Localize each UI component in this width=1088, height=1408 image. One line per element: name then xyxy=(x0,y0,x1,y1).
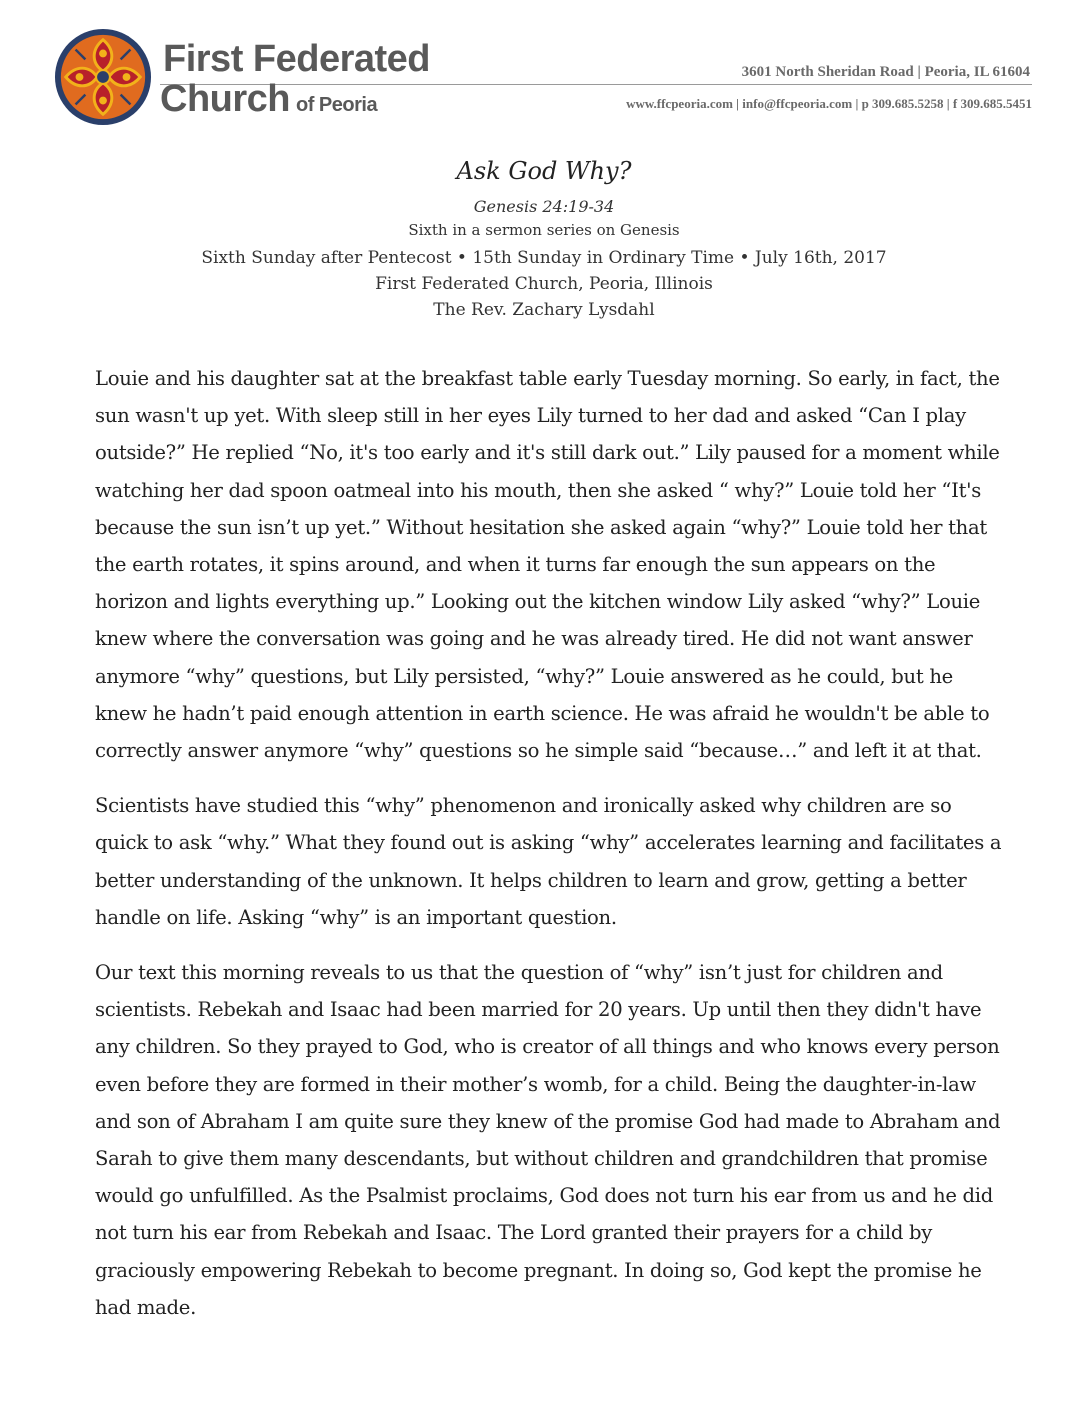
church-contact: www.ffcpeoria.com | info@ffcpeoria.com | p 309.685.5258 | f 309.685.5451 xyxy=(626,96,1032,111)
church-logo xyxy=(54,28,152,126)
sermon-date: Sixth Sunday after Pentecost • 15th Sunday in Ordinary Time • July 16th, 2017 xyxy=(201,248,887,268)
sermon-series: Sixth in a sermon series on Genesis xyxy=(408,221,680,239)
sermon-body xyxy=(95,360,1005,1344)
org-name-line1: First Federated xyxy=(163,38,431,80)
body-paragraph: Louie and his daughter sat at the breakfast table early Tuesday morning. So early, in fact, the sun wasn't up yet. With sleep still in her eyes Lily turned to her dad and asked “Can I play outside?” He replied “No, it's too early and it's still dark out.” Lily paused for a moment while watching her dad spoon oatmeal into his mouth, then she asked “ why?” Louie told her “It's because the sun isn’t up yet.” Without hesitation she asked again “why?” Louie told her that the earth rotates, it spins around, and when it turns far enough the sun appears on the horizon and lights everything up.” Looking out the kitchen window Lily asked “why?” Louie knew where the conversation was going and he was already tired. He did not want answer anymore “why” questions, but Lily persisted, “why?” Louie answered as he could, but he knew he hadn’t paid enough attention in earth science. He was afraid he wouldn't be able to correctly answer anymore “why” questions so he simple said “because…” and left it at that. xyxy=(95,367,1000,763)
org-name-suffix: of Peoria xyxy=(296,94,378,116)
sermon-scripture: Genesis 24:19-34 xyxy=(473,197,615,216)
church-address: 3601 North Sheridan Road | Peoria, IL 61604 xyxy=(741,64,1030,80)
org-name-line2 xyxy=(160,80,377,118)
body-paragraph: Scientists have studied this “why” phenomenon and ironically asked why children are so quick to ask “why.” What they found out is asking “why” accelerates learning and facilitates a better understanding of the unknown. It helps children to learn and grow, getting a better handle on life. Asking “why” is an important question. xyxy=(95,794,1002,929)
body-paragraph: Our text this morning reveals to us that the question of “why” isn’t just for children and scientists. Rebekah and Isaac had been married for 20 years. Up until then they didn't have any children. So they prayed to God, who is creator of all things and who knows every person even before they are formed in their mother’s womb, for a child. Being the daughter-in-law and son of Abraham I am quite sure they knew of the promise God had made to Abraham and Sarah to give them many descendants, but without children and grandchildren that promise would go unfulfilled. As the Psalmist proclaims, God does not turn his ear from us and he did not turn his ear from Rebekah and Isaac. The Lord granted their prayers for a child by graciously empowering Rebekah to become pregnant. In doing so, God kept the promise he had made. xyxy=(95,961,1001,1319)
sermon-pastor: The Rev. Zachary Lysdahl xyxy=(433,300,655,320)
sermon-title: Ask God Why? xyxy=(456,157,632,185)
sermon-church: First Federated Church, Peoria, Illinois xyxy=(375,274,713,294)
org-name-church: Church xyxy=(160,78,290,120)
